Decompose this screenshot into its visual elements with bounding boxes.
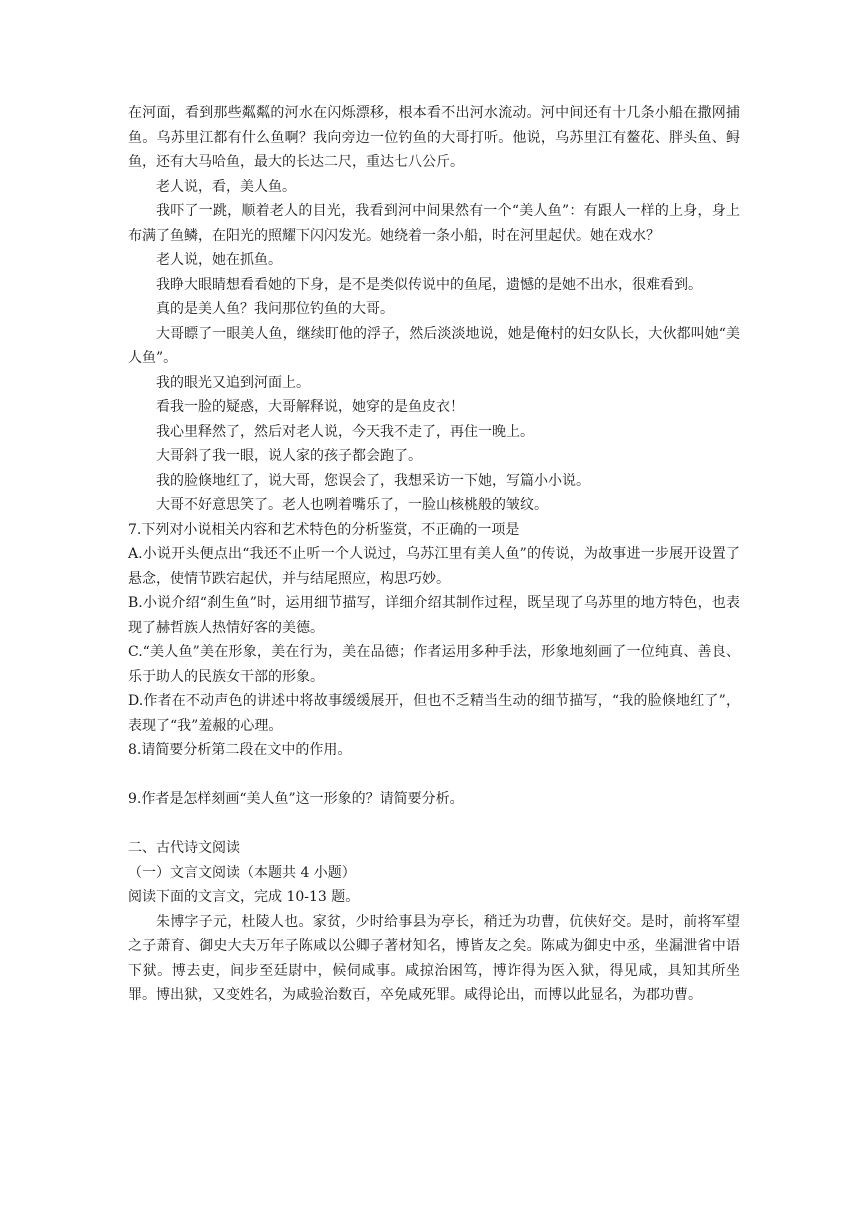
story-paragraph-8: 我的眼光又追到河面上。: [156, 374, 310, 391]
story-paragraph-13: 大哥不好意思笑了。老人也咧着嘴乐了，一脸山核桃般的皱纹。: [156, 497, 548, 513]
story-paragraph-12: 我的脸倏地红了，说大哥，您误会了，我想采访一下她，写篇小小说。: [156, 472, 590, 489]
question-7-option-d: D.作者在不动声色的讲述中将故事缓缓展开，但也不乏精当生动的细节描写，“我的脸倏地红了”，表现了“我”羞赧的心理。: [128, 693, 740, 734]
classical-passage: 朱博字子元，杜陵人也。家贫，少时给事县为亭长，稍迁为功曹，伉侠好交。是时，前将军望之子萧育、御史大夫万年子陈咸以公卿子著材知名，博皆友之矣。陈咸为御史中丞，坐漏泄省中语下狱。博去吏，间步至廷尉中，候伺咸事。咸掠治困笃，博诈得为医入狱，得见咸，具知其所坐罪。博出狱，又变姓名，为咸验治数百，卒免咸死罪。咸得论出，而博以此显名，为郡功曹。: [128, 913, 740, 1003]
story-paragraph-2: 老人说，看，美人鱼。: [156, 178, 296, 195]
document-body: [128, 101, 740, 1008]
question-8: 8.请简要分析第二段在文中的作用。: [128, 742, 352, 758]
story-paragraph-5: 我睁大眼睛想看看她的下身，是不是类似传说中的鱼尾，遗憾的是她不出水，很难看到。: [156, 276, 702, 293]
question-7-option-b: B.小说介绍“刹生鱼”时，运用细节描写，详细介绍其制作过程，既呈现了乌苏里的地方特色，也表现了赫哲族人热情好客的美德。: [128, 595, 740, 636]
story-paragraph-7: 大哥瞟了一眼美人鱼，继续盯他的浮子，然后淡淡地说，她是俺村的妇女队长，大伙都叫她“美人鱼”。: [128, 325, 740, 366]
question-7-option-c: C.“美人鱼”美在形象，美在行为，美在品德；作者运用多种手法，形象地刻画了一位纯真、善良、乐于助人的民族女干部的形象。: [128, 644, 740, 685]
story-paragraph-10: 我心里释然了，然后对老人说，今天我不走了，再住一晚上。: [156, 423, 534, 440]
story-paragraph-4: 老人说，她在抓鱼。: [156, 252, 282, 268]
question-7: 7.下列对小说相关内容和艺术特色的分析鉴赏，不正确的一项是: [128, 521, 520, 538]
story-paragraph-9: 看我一脸的疑惑，大哥解释说，她穿的是鱼皮衣！: [156, 399, 464, 415]
story-paragraph-1: 在河面，看到那些粼粼的河水在闪烁漂移，根本看不出河水流动。河中间还有十几条小船在撒网捕鱼。乌苏里江都有什么鱼啊？我向旁边一位钓鱼的大哥打听。他说，乌苏里江有鳌花、胖头鱼、鲟鱼，还有大马哈鱼，最大的长达二尺，重达七八公斤。: [128, 105, 740, 170]
answer-space-9: [128, 812, 740, 837]
story-paragraph-3: 我吓了一跳，顺着老人的目光，我看到河中间果然有一个“美人鱼”：有跟人一样的上身，身上布满了鱼鳞，在阳光的照耀下闪闪发光。她绕着一条小船，时在河里起伏。她在戏水？: [128, 203, 740, 244]
section-instruction: 阅读下面的文言文，完成 10-13 题。: [128, 889, 360, 905]
question-7-option-a: A.小说开头便点出“我还不止听一个人说过，乌苏江里有美人鱼”的传说，为故事进一步展开设置了悬念，使情节跌宕起伏，并与结尾照应，构思巧妙。: [128, 546, 740, 587]
section-heading: 二、古代诗文阅读: [128, 840, 240, 856]
section-subheading: （一）文言文阅读（本题共 4 小题）: [128, 864, 356, 881]
question-9: 9.作者是怎样刻画“美人鱼”这一形象的？请简要分析。: [128, 791, 464, 807]
story-paragraph-11: 大哥斜了我一眼，说人家的孩子都会跑了。: [156, 448, 422, 464]
answer-space-8: [128, 763, 740, 788]
story-paragraph-6: 真的是美人鱼？我问那位钓鱼的大哥。: [156, 301, 394, 317]
